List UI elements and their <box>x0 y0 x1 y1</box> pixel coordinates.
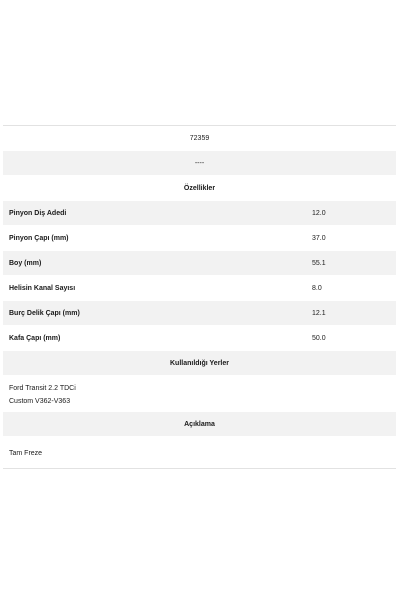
feature-label: Pinyon Diş Adedi <box>9 209 67 217</box>
description-heading: Açıklama <box>184 420 215 428</box>
usage-item: Ford Transit 2.2 TDCi <box>9 385 76 392</box>
feature-row <box>3 326 396 351</box>
features-heading: Özellikler <box>183 184 216 192</box>
product-subtitle: ---- <box>194 159 205 167</box>
feature-row <box>3 201 396 226</box>
usage-heading: Kullanıldığı Yerler <box>169 359 229 367</box>
feature-label: Pinyon Çapı (mm) <box>9 234 69 242</box>
product-subtitle-row <box>3 151 396 176</box>
feature-value: 12.0 <box>312 209 326 217</box>
feature-label: Burç Delik Çapı (mm) <box>9 309 80 317</box>
features-heading-row <box>3 176 396 201</box>
description-heading-row <box>3 412 396 437</box>
feature-label: Helisin Kanal Sayısı <box>9 284 76 292</box>
spec-table <box>3 125 396 469</box>
product-code: 72359 <box>189 134 210 142</box>
feature-value: 37.0 <box>312 234 326 242</box>
feature-row <box>3 226 396 251</box>
feature-label: Kafa Çapı (mm) <box>9 334 61 342</box>
description-text: Tam Freze <box>9 450 43 457</box>
description-block <box>3 437 396 469</box>
feature-row <box>3 276 396 301</box>
feature-value: 50.0 <box>312 334 326 342</box>
usage-list <box>3 376 396 412</box>
feature-row <box>3 301 396 326</box>
feature-value: 12.1 <box>312 309 326 317</box>
feature-value: 8.0 <box>312 284 322 292</box>
feature-row <box>3 251 396 276</box>
feature-label: Boy (mm) <box>9 259 42 267</box>
product-code-row <box>3 126 396 151</box>
usage-item: Custom V362-V363 <box>9 398 71 405</box>
usage-heading-row <box>3 351 396 376</box>
feature-value: 55.1 <box>312 259 326 267</box>
